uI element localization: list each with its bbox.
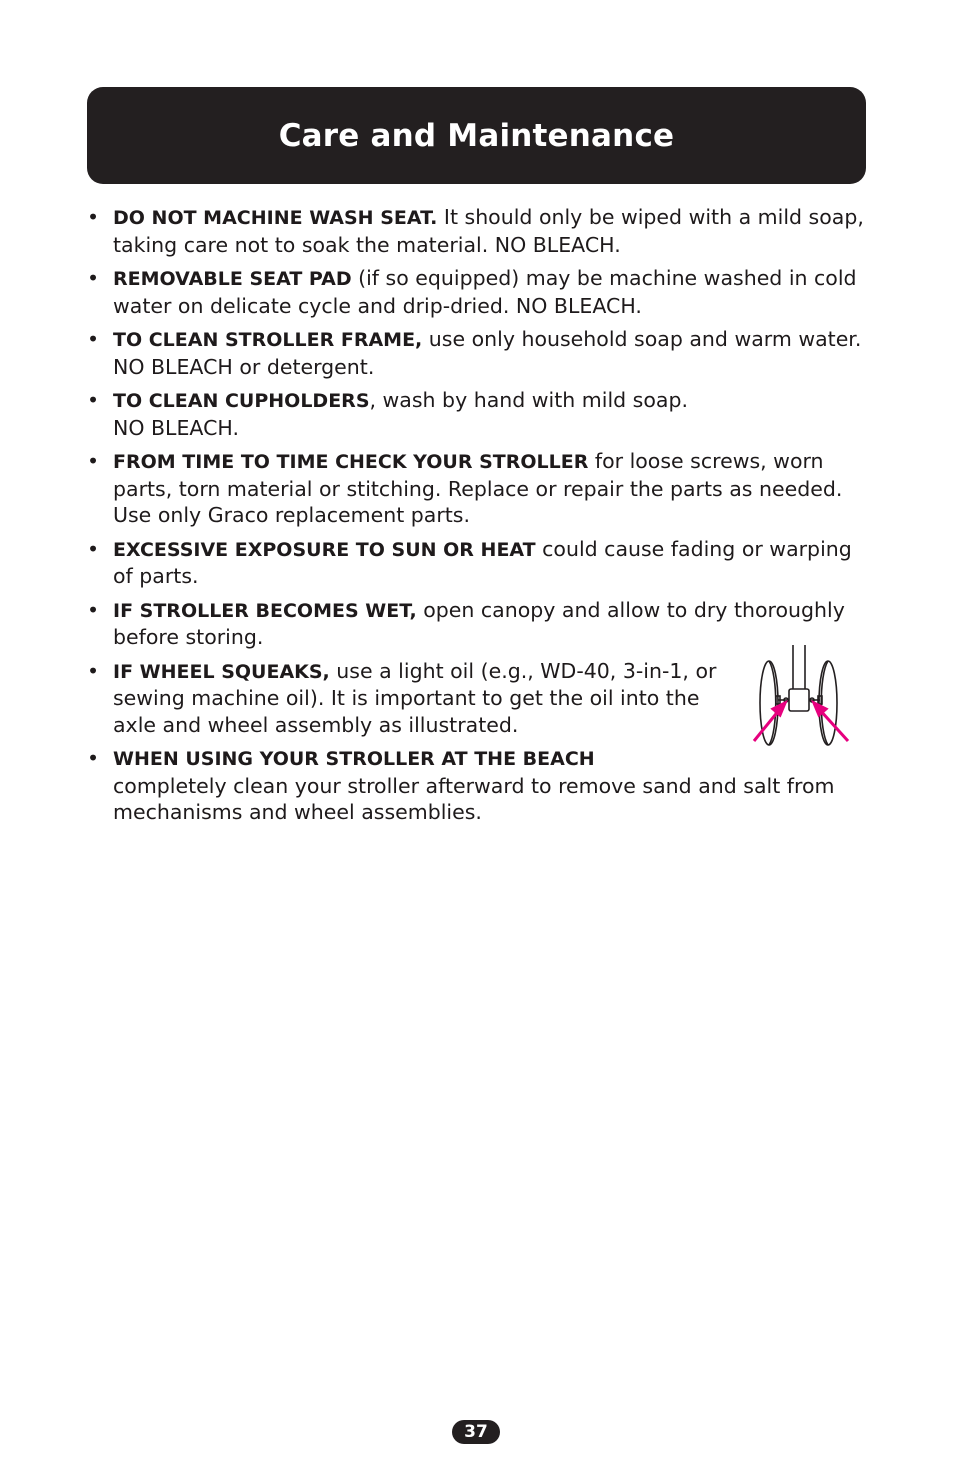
- list-item: [87, 448, 867, 529]
- item-heading: FROM TIME TO TIME CHECK YOUR STROLLER: [113, 451, 589, 473]
- item-text: It should only be wiped with a mild soap, taking care not to soak the material. NO BLEACH.: [113, 205, 864, 257]
- list-item: [87, 745, 867, 826]
- item-heading: WHEN USING YOUR STROLLER AT THE BEACH: [113, 748, 595, 770]
- item-text: use only household soap and warm water. NO BLEACH or detergent.: [113, 327, 862, 379]
- item-text: could cause fading or warping of parts.: [113, 536, 852, 588]
- item-heading: TO CLEAN CUPHOLDERS: [113, 390, 370, 412]
- item-heading: DO NOT MACHINE WASH SEAT.: [113, 207, 438, 229]
- bullet: •: [87, 327, 100, 351]
- item-text: completely clean your stroller afterward to remove sand and salt from mechanisms and wheel assemblies.: [113, 773, 835, 824]
- bullet: •: [87, 746, 100, 770]
- list-item: [87, 597, 867, 651]
- list-item: [87, 265, 867, 319]
- list-item: [87, 204, 867, 258]
- list-item: [87, 326, 867, 380]
- item-heading: IF STROLLER BECOMES WET,: [113, 599, 417, 622]
- list-item: [87, 536, 867, 590]
- care-instructions-list: [87, 204, 867, 833]
- list-item: [87, 658, 867, 739]
- item-heading: TO CLEAN STROLLER FRAME,: [113, 329, 423, 351]
- wheel-axle-oil-illustration: [752, 645, 850, 747]
- bullet: •: [87, 597, 100, 622]
- item-text: , wash by hand with mild soap.: [369, 388, 689, 412]
- bullet: •: [87, 388, 100, 412]
- page-title: Care and Maintenance: [278, 117, 675, 154]
- item-heading: REMOVABLE SEAT PAD: [113, 268, 352, 290]
- bullet: •: [87, 205, 100, 229]
- item-text: use a light oil (e.g., WD-40, 3-in-1, or sewing machine oil). It is important to get the oil into the axle and wheel assembly as illustrated.: [113, 658, 717, 737]
- list-item: [87, 387, 867, 441]
- item-text: open canopy and allow to dry thoroughly before storing.: [113, 597, 845, 649]
- bullet: •: [87, 536, 100, 561]
- item-heading: IF WHEEL SQUEAKS,: [113, 660, 330, 683]
- page-number: 37: [452, 1420, 500, 1444]
- item-heading: EXCESSIVE EXPOSURE TO SUN OR HEAT: [113, 538, 536, 561]
- item-text: (if so equipped) may be machine washed in cold water on delicate cycle and drip-dried. NO BLEACH.: [113, 266, 857, 318]
- bullet: •: [87, 658, 100, 683]
- item-text: for loose screws, worn parts, torn material or stitching. Replace or repair the parts as needed. Use only Graco replacement parts.: [113, 449, 843, 527]
- item-text-line2: NO BLEACH.: [113, 415, 239, 440]
- page-header: [87, 87, 866, 184]
- bullet: •: [87, 266, 100, 290]
- bullet: •: [87, 449, 100, 473]
